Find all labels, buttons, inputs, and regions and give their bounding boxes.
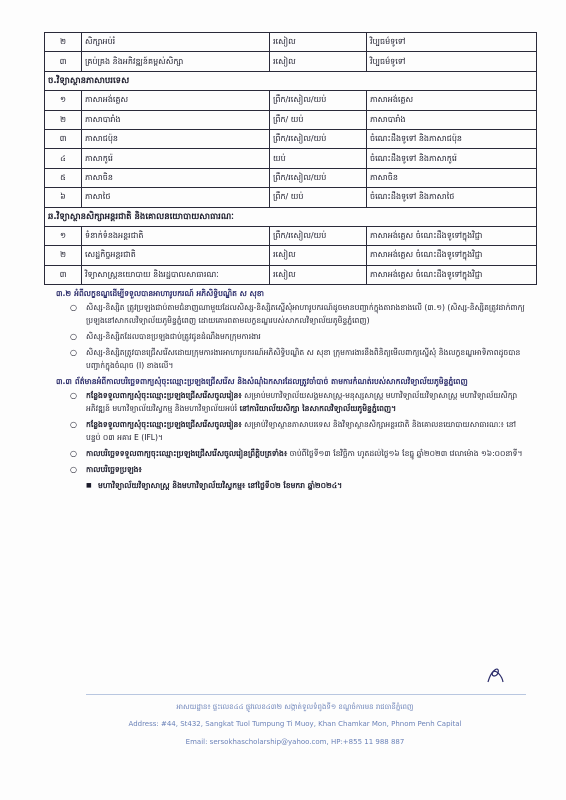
- footer-address-en: Address: #44, St432, Sangkat Tuol Tumpung Ti Muoy, Khan Chamkar Mon, Phnom Penh Capital: [128, 720, 462, 728]
- subject-cell: វិទ្យាសាស្ត្រនយោបាយ និងរដ្ឋបាលសាធារណៈ: [82, 265, 270, 284]
- shift-cell: ព្រឹក/រសៀល/យប់: [270, 226, 367, 245]
- table-row: [45, 168, 537, 187]
- section-row: [45, 207, 537, 226]
- footer-divider: [86, 694, 526, 695]
- row-number: ៥: [45, 168, 82, 187]
- subject-cell: ភាសាកូរ៉េ: [82, 149, 270, 168]
- section-heading-text: ព័ត៌មានអំពីកាលបរិច្ឆេទពាក្យសុំចុះឈ្មោះប្រឡងជ្រើសរើស និងសំណុំឯកសារដែលត្រូវចាំបាច់ តាមការកំណត់របស់សាកលវិទ្យាល័យភូមិន្ទភ្នំពេញ: [74, 377, 468, 386]
- section-number: ៣.៣: [56, 377, 72, 386]
- list-item: [86, 418, 526, 444]
- subject-cell: ភាសាអង់គ្លេស: [82, 91, 270, 110]
- list-item: [86, 389, 526, 415]
- subject-cell: ភាសាបារាំង: [82, 110, 270, 129]
- bullet-list: [56, 389, 526, 476]
- row-number: ២: [45, 246, 82, 265]
- section-heading-text: អំពីលក្ខខណ្ឌដើម្បីទទួលបានអាហារូបករណ៍ អភិសិទ្ធិបណ្ឌិត ស សុខា: [74, 289, 264, 298]
- row-number: ៦: [45, 188, 82, 207]
- shift-cell: រសៀល: [270, 265, 367, 284]
- table-row: [45, 91, 537, 110]
- exam-subject-cell: វិប្បធម៌ទូទៅ: [367, 33, 537, 52]
- exam-subject-cell: ចំណេះដឹងទូទៅ និងភាសាថៃ: [367, 188, 537, 207]
- exam-subject-cell: វិប្បធម៌ទូទៅ: [367, 52, 537, 71]
- item-text: សម្រាប់វិទ្យាស្ថានភាសាបរទេស និងវិទ្យាស្ថានសិក្សាអន្តរជាតិ និងគោលនយោបាយសាធារណៈ៖ នៅបន្ទប់ ០៣ អគារ E (IFL)។: [86, 420, 517, 442]
- exam-subject-cell: ភាសាអង់គ្លេស ចំណេះដឹងទូទៅក្នុងវិជ្ជា: [367, 265, 537, 284]
- section-title: ច.វិទ្យាស្ថានភាសាបរទេស: [45, 71, 537, 90]
- shift-cell: រសៀល: [270, 246, 367, 265]
- exam-subject-cell: ភាសាអង់គ្លេស ចំណេះដឹងទូទៅក្នុងវិជ្ជា: [367, 226, 537, 245]
- table-row: [45, 265, 537, 284]
- item-text: សម្រាប់មហាវិទ្យាល័យសង្គមសាស្ត្រ-មនុស្សសាស្ត្រ មហាវិទ្យាល័យវិទ្យាសាស្ត្រ មហាវិទ្យាល័យសិក្សាអភិវឌ្ឍន៍ មហាវិទ្យាល័យវិស្វកម្ម និងមហាវិទ្យាល័យអប់រំ: [86, 391, 518, 413]
- row-number: ២: [45, 110, 82, 129]
- row-number: ៣: [45, 265, 82, 284]
- body-text: [56, 287, 526, 492]
- footer-contact: Email: sersokhascholarship@yahoo.com, HP:+855 11 988 887: [185, 738, 405, 746]
- item-label: កន្លែងទទួលពាក្យសុំចុះឈ្មោះប្រឡងជ្រើសរើសចូលរៀន៖: [86, 391, 242, 400]
- exam-subject-cell: ចំណេះដឹងទូទៅ និងភាសាកូរ៉េ: [367, 149, 537, 168]
- sub-list-item: ■ មហាវិទ្យាល័យវិទ្យាសាស្ត្រ និងមហាវិទ្យាល័យវិស្វកម្ម៖ នៅថ្ងៃទី០២ ខែមករា ឆ្នាំ២០២៤។: [98, 479, 526, 492]
- course-table: [44, 32, 537, 285]
- item-label: កន្លែងទទួលពាក្យសុំចុះឈ្មោះប្រឡងជ្រើសរើសចូលរៀន៖: [86, 420, 242, 429]
- section-row: [45, 71, 537, 90]
- section-heading-3-3: [56, 375, 526, 388]
- section-number: ៣.២: [56, 289, 72, 298]
- exam-subject-cell: ភាសាអង់គ្លេស: [367, 91, 537, 110]
- list-item: ○ សិស្ស-និស្សិត ត្រូវប្រឡងជាប់តាមជំនាញណាមួយដែលសិស្ស-និស្សិតស្នើសុំអាហារូបករណ៍ដូចមានបញ្ជាក់ក្នុងតារាងខាងលើ (៣.១) (សិស្ស-និស្សិតត្រូវដាក់ពាក្យប្រឡងនៅសាកលវិទ្យាល័យភូមិន្ទភ្នំពេញ ដោយគោរពតាមលក្ខខណ្ឌរបស់សាកលវិទ្យាល័យភូមិន្ទភ្នំពេញ): [86, 301, 526, 327]
- signature-mark: [484, 664, 506, 686]
- table-row: [45, 226, 537, 245]
- table-row: [45, 149, 537, 168]
- shift-cell: រសៀល: [270, 52, 367, 71]
- table-row: [45, 33, 537, 52]
- subject-cell: សិក្សាអប់រំ: [82, 33, 270, 52]
- row-number: ២: [45, 33, 82, 52]
- section-heading-3-2: [56, 287, 526, 300]
- row-number: ៣: [45, 52, 82, 71]
- list-item: [86, 463, 526, 476]
- exam-subject-cell: ចំណេះដឹងទូទៅ និងភាសាជប៉ុន: [367, 129, 537, 148]
- item-bold-tail: នៅការិយាល័យសិក្សា នៃសាកលវិទ្យាល័យភូមិន្ទភ្នំពេញ។: [239, 404, 397, 413]
- table-row: [45, 52, 537, 71]
- section-title: ឆ.វិទ្យាស្ថានសិក្សាអន្តរជាតិ និងគោលនយោបាយសាធារណៈ: [45, 207, 537, 226]
- table-row: [45, 110, 537, 129]
- shift-cell: ព្រឹក/រសៀល/យប់: [270, 168, 367, 187]
- footer-address-kh: អាសយដ្ឋាន៖ ផ្ទះលេខ៤៤ ផ្លូវលេខ៤៣២ សង្កាត់ទួលទំពូងទី១ ខណ្ឌចំការមន រាជធានីភ្នំពេញ: [176, 703, 414, 711]
- shift-cell: ព្រឹក/ យប់: [270, 188, 367, 207]
- subject-cell: ទំនាក់ទំនងអន្តរជាតិ: [82, 226, 270, 245]
- list-item: ○ សិស្ស-និស្សិតត្រូវបានជ្រើសរើសដោយក្រុមការងារអាហារូបករណ៍អភិសិទ្ធិបណ្ឌិត ស សុខា ក្រុមការងារនឹងពិនិត្យមើលពាក្យស្នើសុំ និងលក្ខខណ្ឌអាទិភាពដូចបានបញ្ជាក់ក្នុងចំណុច (I) ខាងលើ។: [86, 346, 526, 372]
- shift-cell: យប់: [270, 149, 367, 168]
- item-label: កាលបរិច្ឆេទទទួលពាក្យចុះឈ្មោះប្រឡងជ្រើសរើសចូលរៀនព្រឹត្តិបត្រទាំង៖: [86, 449, 288, 458]
- subject-cell: ភាសាជប៉ុន: [82, 129, 270, 148]
- exam-subject-cell: ភាសាចិន: [367, 168, 537, 187]
- shift-cell: ព្រឹក/ យប់: [270, 110, 367, 129]
- shift-cell: រសៀល: [270, 33, 367, 52]
- table-row: [45, 129, 537, 148]
- subject-cell: គ្រប់គ្រង និងអភិវឌ្ឍន៍គម្ពស់សិក្សា: [82, 52, 270, 71]
- sub-bullet-list: [56, 479, 526, 492]
- subject-cell: ភាសាថៃ: [82, 188, 270, 207]
- row-number: ៣: [45, 129, 82, 148]
- exam-subject-cell: ភាសាបារាំង: [367, 110, 537, 129]
- bullet-list: [56, 301, 526, 372]
- subject-cell: ភាសាចិន: [82, 168, 270, 187]
- shift-cell: ព្រឹក/រសៀល/យប់: [270, 91, 367, 110]
- row-number: ៤: [45, 149, 82, 168]
- shift-cell: ព្រឹក/រសៀល/យប់: [270, 129, 367, 148]
- list-item: [86, 447, 526, 460]
- table-row: [45, 188, 537, 207]
- list-item: ○ សិស្ស-និស្សិតដែលបានប្រឡងជាប់ត្រូវជូនដំណឹងមកក្រុមការងារ: [86, 330, 526, 343]
- exam-subject-cell: ភាសាអង់គ្លេស ចំណេះដឹងទូទៅក្នុងវិជ្ជា: [367, 246, 537, 265]
- row-number: ១: [45, 91, 82, 110]
- table-row: [45, 246, 537, 265]
- item-label: កាលបរិច្ឆេទប្រឡង៖: [86, 465, 142, 474]
- subject-cell: សេដ្ឋកិច្ចអន្តរជាតិ: [82, 246, 270, 265]
- row-number: ១: [45, 226, 82, 245]
- item-text: ចាប់ពីថ្ងៃទី១៣ ខែវិច្ឆិកា ហូតដល់ថ្ងៃ១៦ ខែធ្នូ ឆ្នាំ២០២៣ វេលាម៉ោង ១៦:០០នាទី។: [287, 449, 523, 458]
